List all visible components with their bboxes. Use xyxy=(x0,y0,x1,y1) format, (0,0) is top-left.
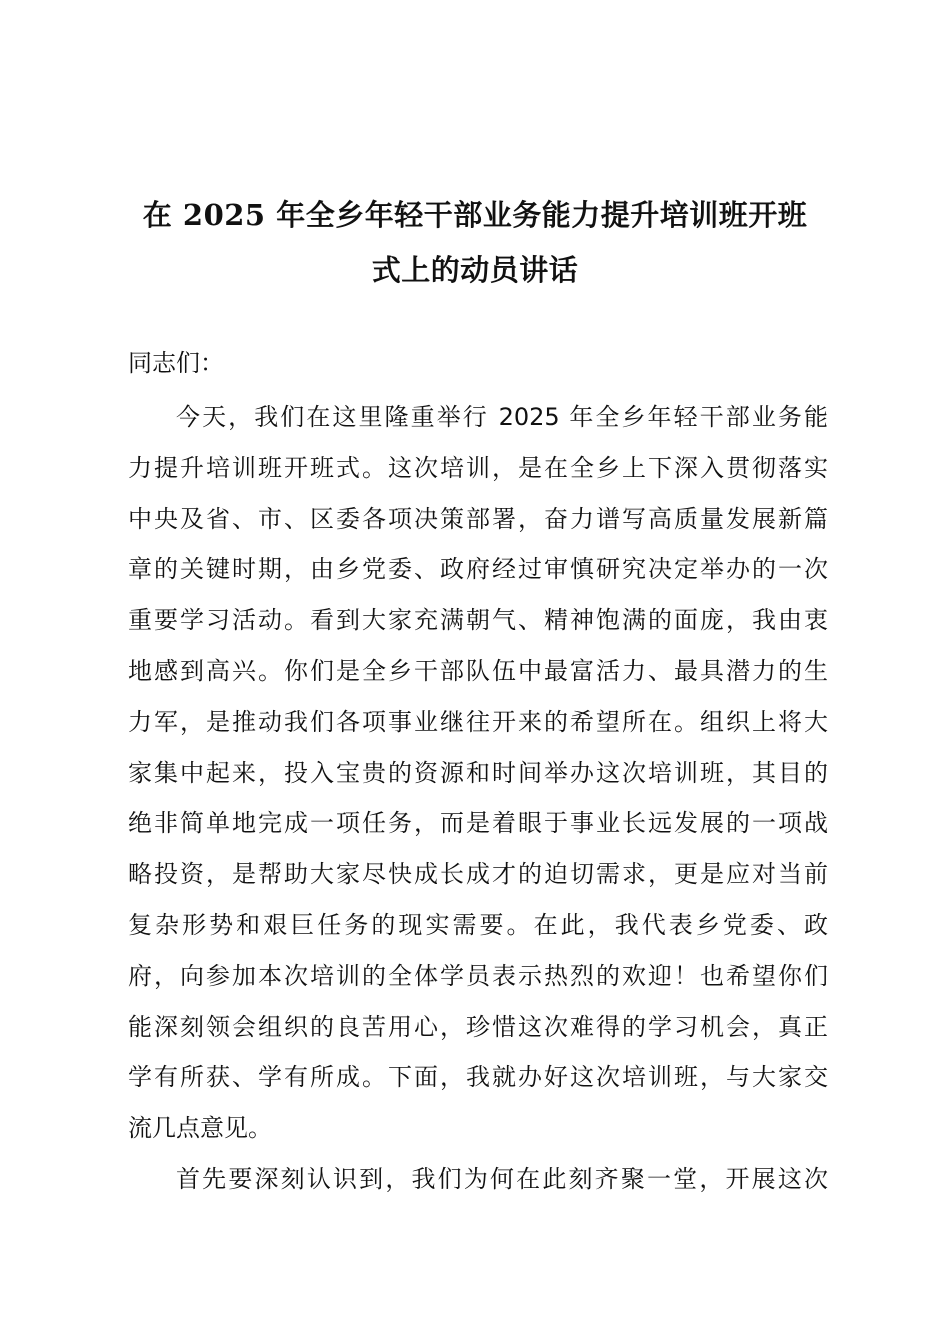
paragraph-line: 中央及省、市、区委各项决策部署，奋力谱写高质量发展新篇 xyxy=(128,504,828,533)
paragraph-line: 府，向参加本次培训的全体学员表示热烈的欢迎！也希望你们 xyxy=(128,961,828,990)
paragraph-1 xyxy=(128,392,828,1154)
paragraph-line: 绝非简单地完成一项任务，而是着眼于事业长远发展的一项战 xyxy=(128,809,828,838)
paragraph-line: 复杂形势和艰巨任务的现实需要。在此，我代表乡党委、政 xyxy=(128,910,828,939)
paragraph-line: 流几点意见。 xyxy=(128,1114,272,1143)
paragraph-line: 家集中起来，投入宝贵的资源和时间举办这次培训班，其目的 xyxy=(128,758,828,787)
salutation: 同志们： xyxy=(128,349,224,377)
title-line-1: 在 2025 年全乡年轻干部业务能力提升培训班开班 xyxy=(142,198,808,232)
paragraph-line: 今天，我们在这里隆重举行 2025 年全乡年轻干部业务能 xyxy=(176,403,828,431)
paragraph-line: 能深刻领会组织的良苦用心，珍惜这次难得的学习机会，真正 xyxy=(128,1012,828,1041)
paragraph-2 xyxy=(128,1154,828,1205)
body-text xyxy=(128,392,828,1205)
paragraph-line: 章的关键时期，由乡党委、政府经过审慎研究决定举办的一次 xyxy=(128,555,828,584)
paragraph-line: 略投资，是帮助大家尽快成长成才的迫切需求，更是应对当前 xyxy=(128,860,828,889)
paragraph-line: 地感到高兴。你们是全乡干部队伍中最富活力、最具潜力的生 xyxy=(128,656,828,685)
paragraph-line: 力提升培训班开班式。这次培训，是在全乡上下深入贯彻落实 xyxy=(128,453,828,482)
paragraph-line: 力军，是推动我们各项事业继往开来的希望所在。组织上将大 xyxy=(128,707,828,736)
paragraph-line: 首先要深刻认识到，我们为何在此刻齐聚一堂，开展这次 xyxy=(176,1164,828,1193)
paragraph-line: 重要学习活动。看到大家充满朝气、精神饱满的面庞，我由衷 xyxy=(128,606,828,635)
paragraph-line: 学有所获、学有所成。下面，我就办好这次培训班，与大家交 xyxy=(128,1063,828,1092)
document-title xyxy=(125,188,825,298)
title-line-2: 式上的动员讲话 xyxy=(371,253,579,287)
